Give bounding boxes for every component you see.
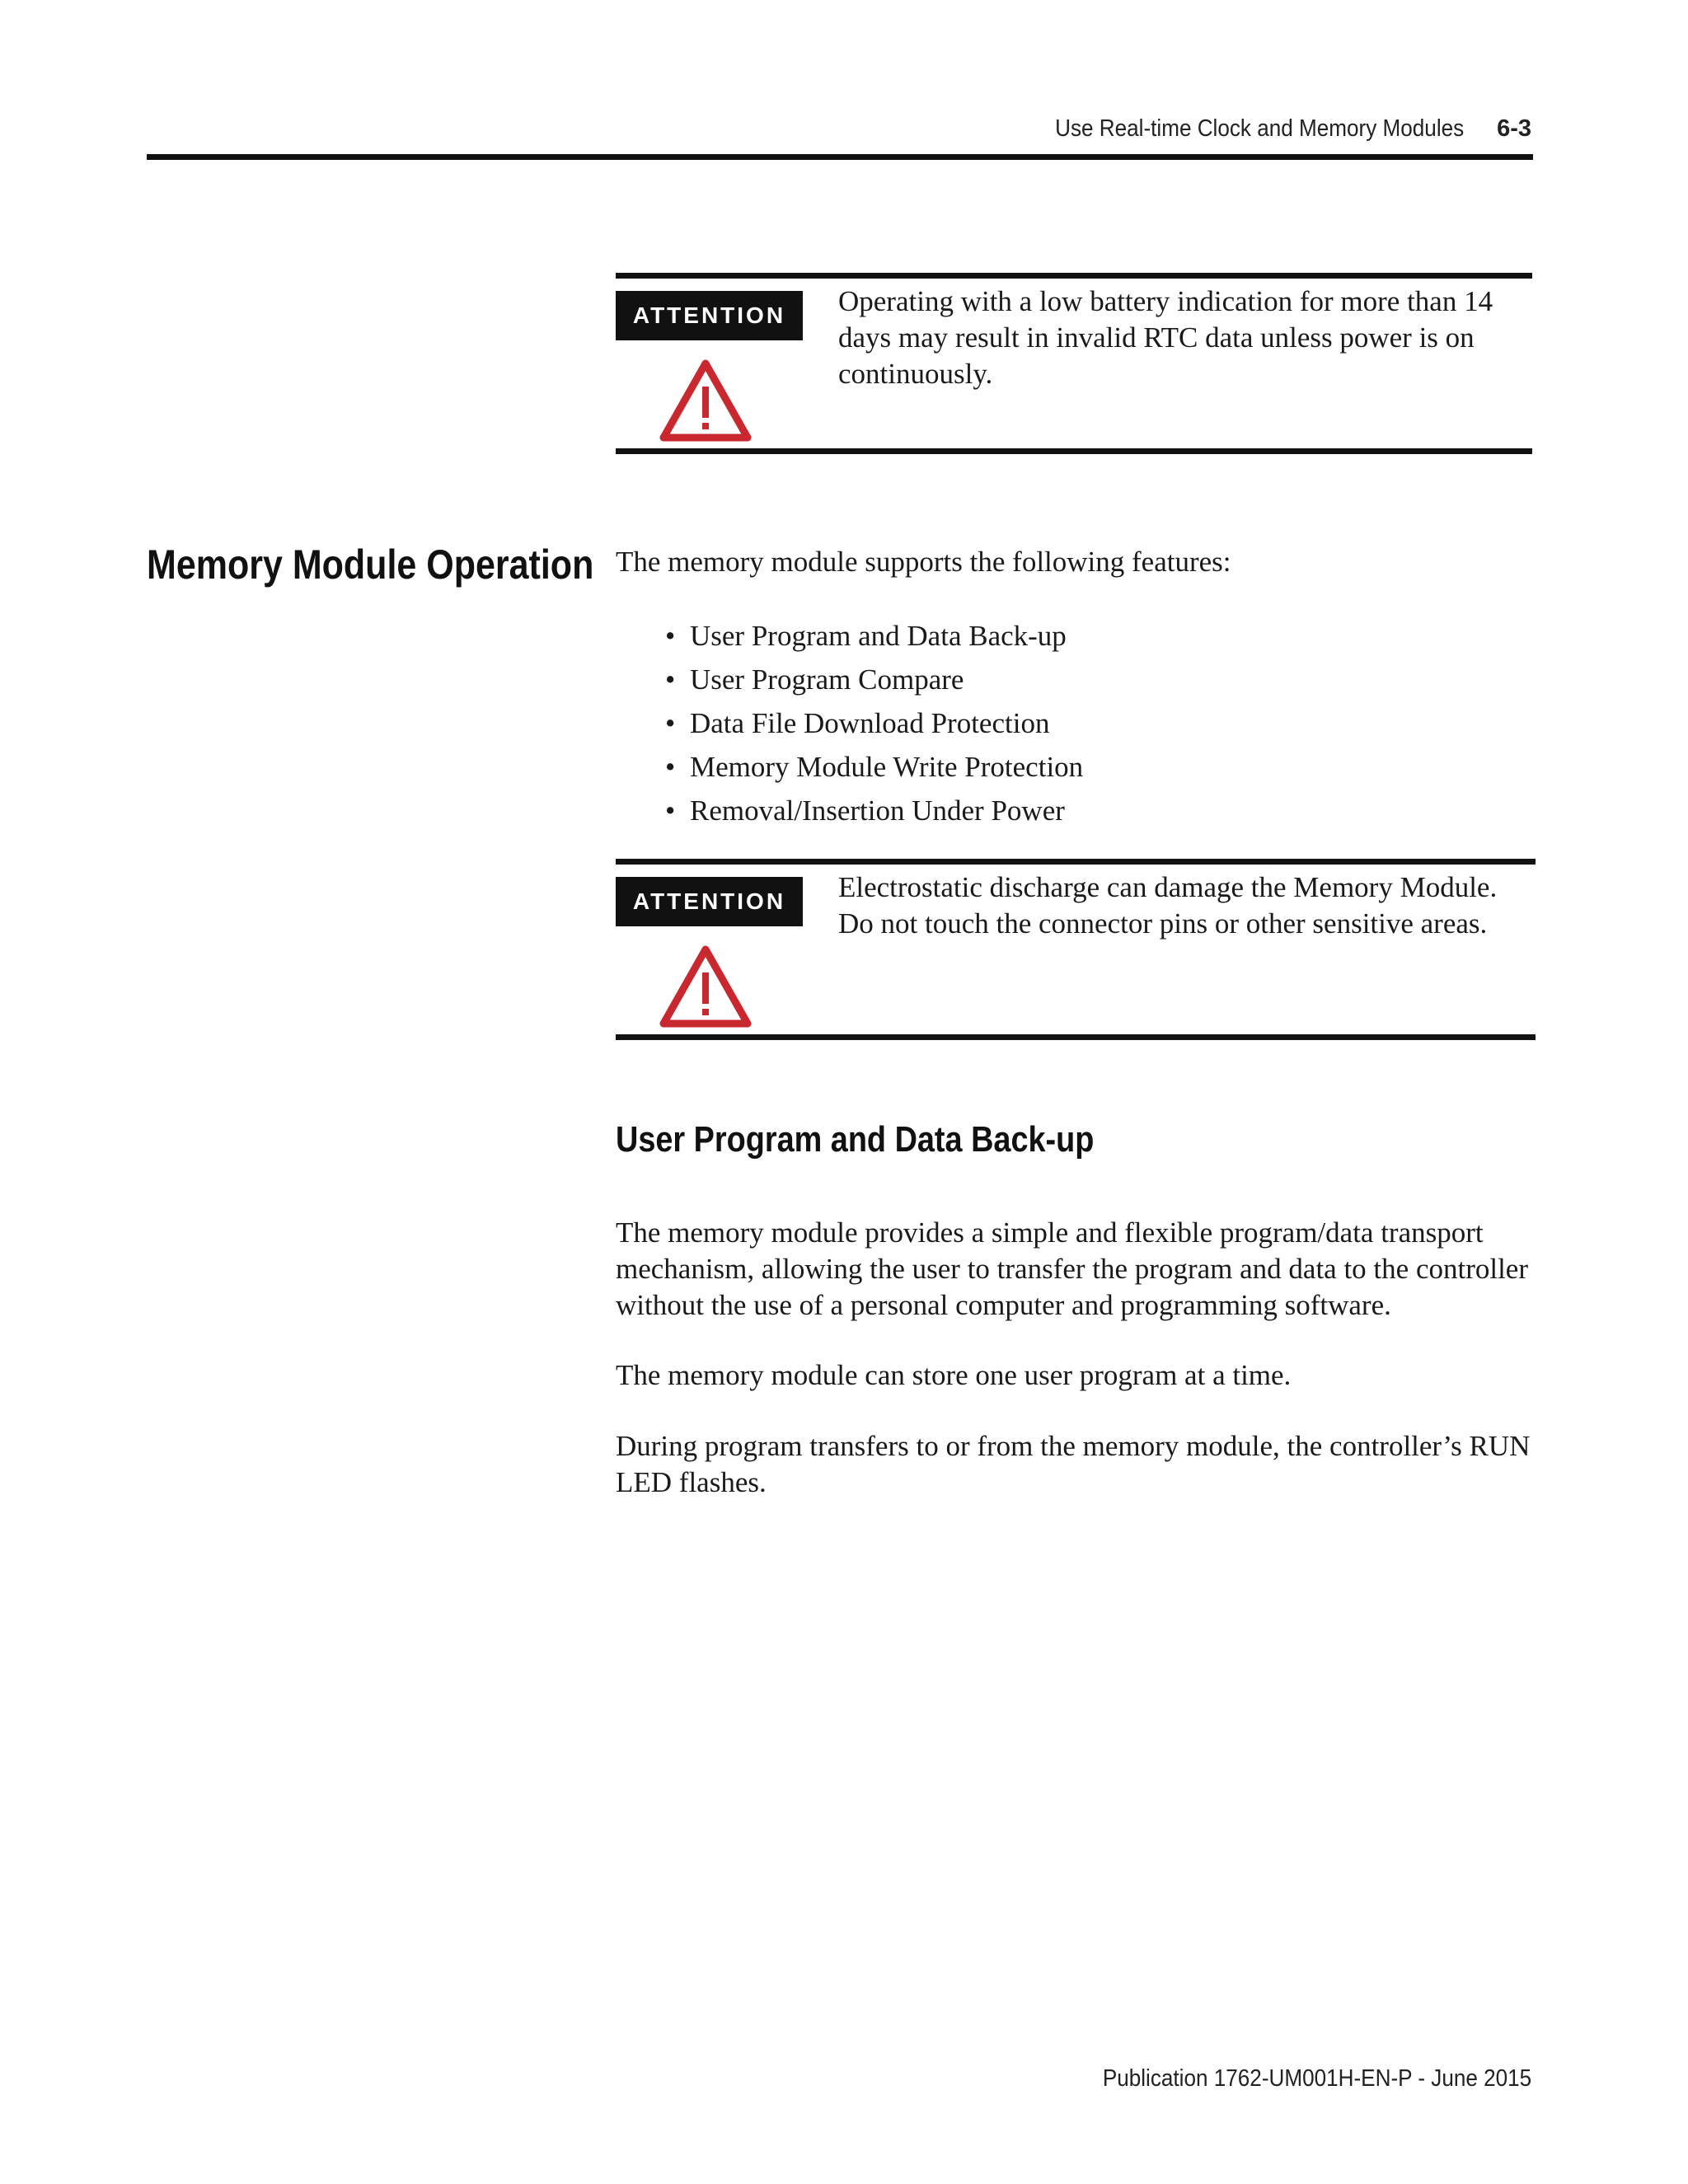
list-item: • Data File Download Protection [665,707,1050,739]
list-item: • Memory Module Write Protection [665,751,1084,783]
attention-box-battery [616,273,1532,454]
attention-text: Operating with a low battery indication for more than 14 days may result in invalid RTC data unless power is on continuously. [838,285,1493,390]
attention-box-esd [616,859,1536,1040]
list-item: • Removal/Insertion Under Power [665,794,1065,827]
section-heading: Memory Module Operation [147,541,594,588]
warning-triangle-icon [657,943,754,1032]
attention-text: Electrostatic discharge can damage the Memory Module. Do not touch the connector pins or other sensitive areas. [838,871,1498,940]
page-number: 6-3 [1497,115,1531,142]
paragraph: During program transfers to or from the memory module, the controller’s RUN LED flashes. [616,1430,1531,1498]
feature-list [665,614,1083,832]
section-intro: The memory module supports the following features: [616,546,1231,578]
publication-footer: Publication 1762-UM001H-EN-P - June 2015 [1102,2065,1531,2092]
list-item: • User Program and Data Back-up [665,620,1067,652]
attention-badge: ATTENTION [616,291,803,340]
list-item: • User Program Compare [665,663,964,696]
warning-triangle-icon [657,357,754,446]
attention-badge: ATTENTION [616,877,803,926]
running-header-title: Use Real-time Clock and Memory Modules [1054,115,1464,142]
subsection-heading: User Program and Data Back-up [616,1119,1095,1160]
paragraph: The memory module can store one user program at a time. [616,1359,1292,1391]
paragraph: The memory module provides a simple and flexible program/data transport mechanism, allowing the user to transfer the program and data to the controller without the use of a personal computer and programming software. [616,1216,1528,1321]
header-rule [147,154,1533,160]
